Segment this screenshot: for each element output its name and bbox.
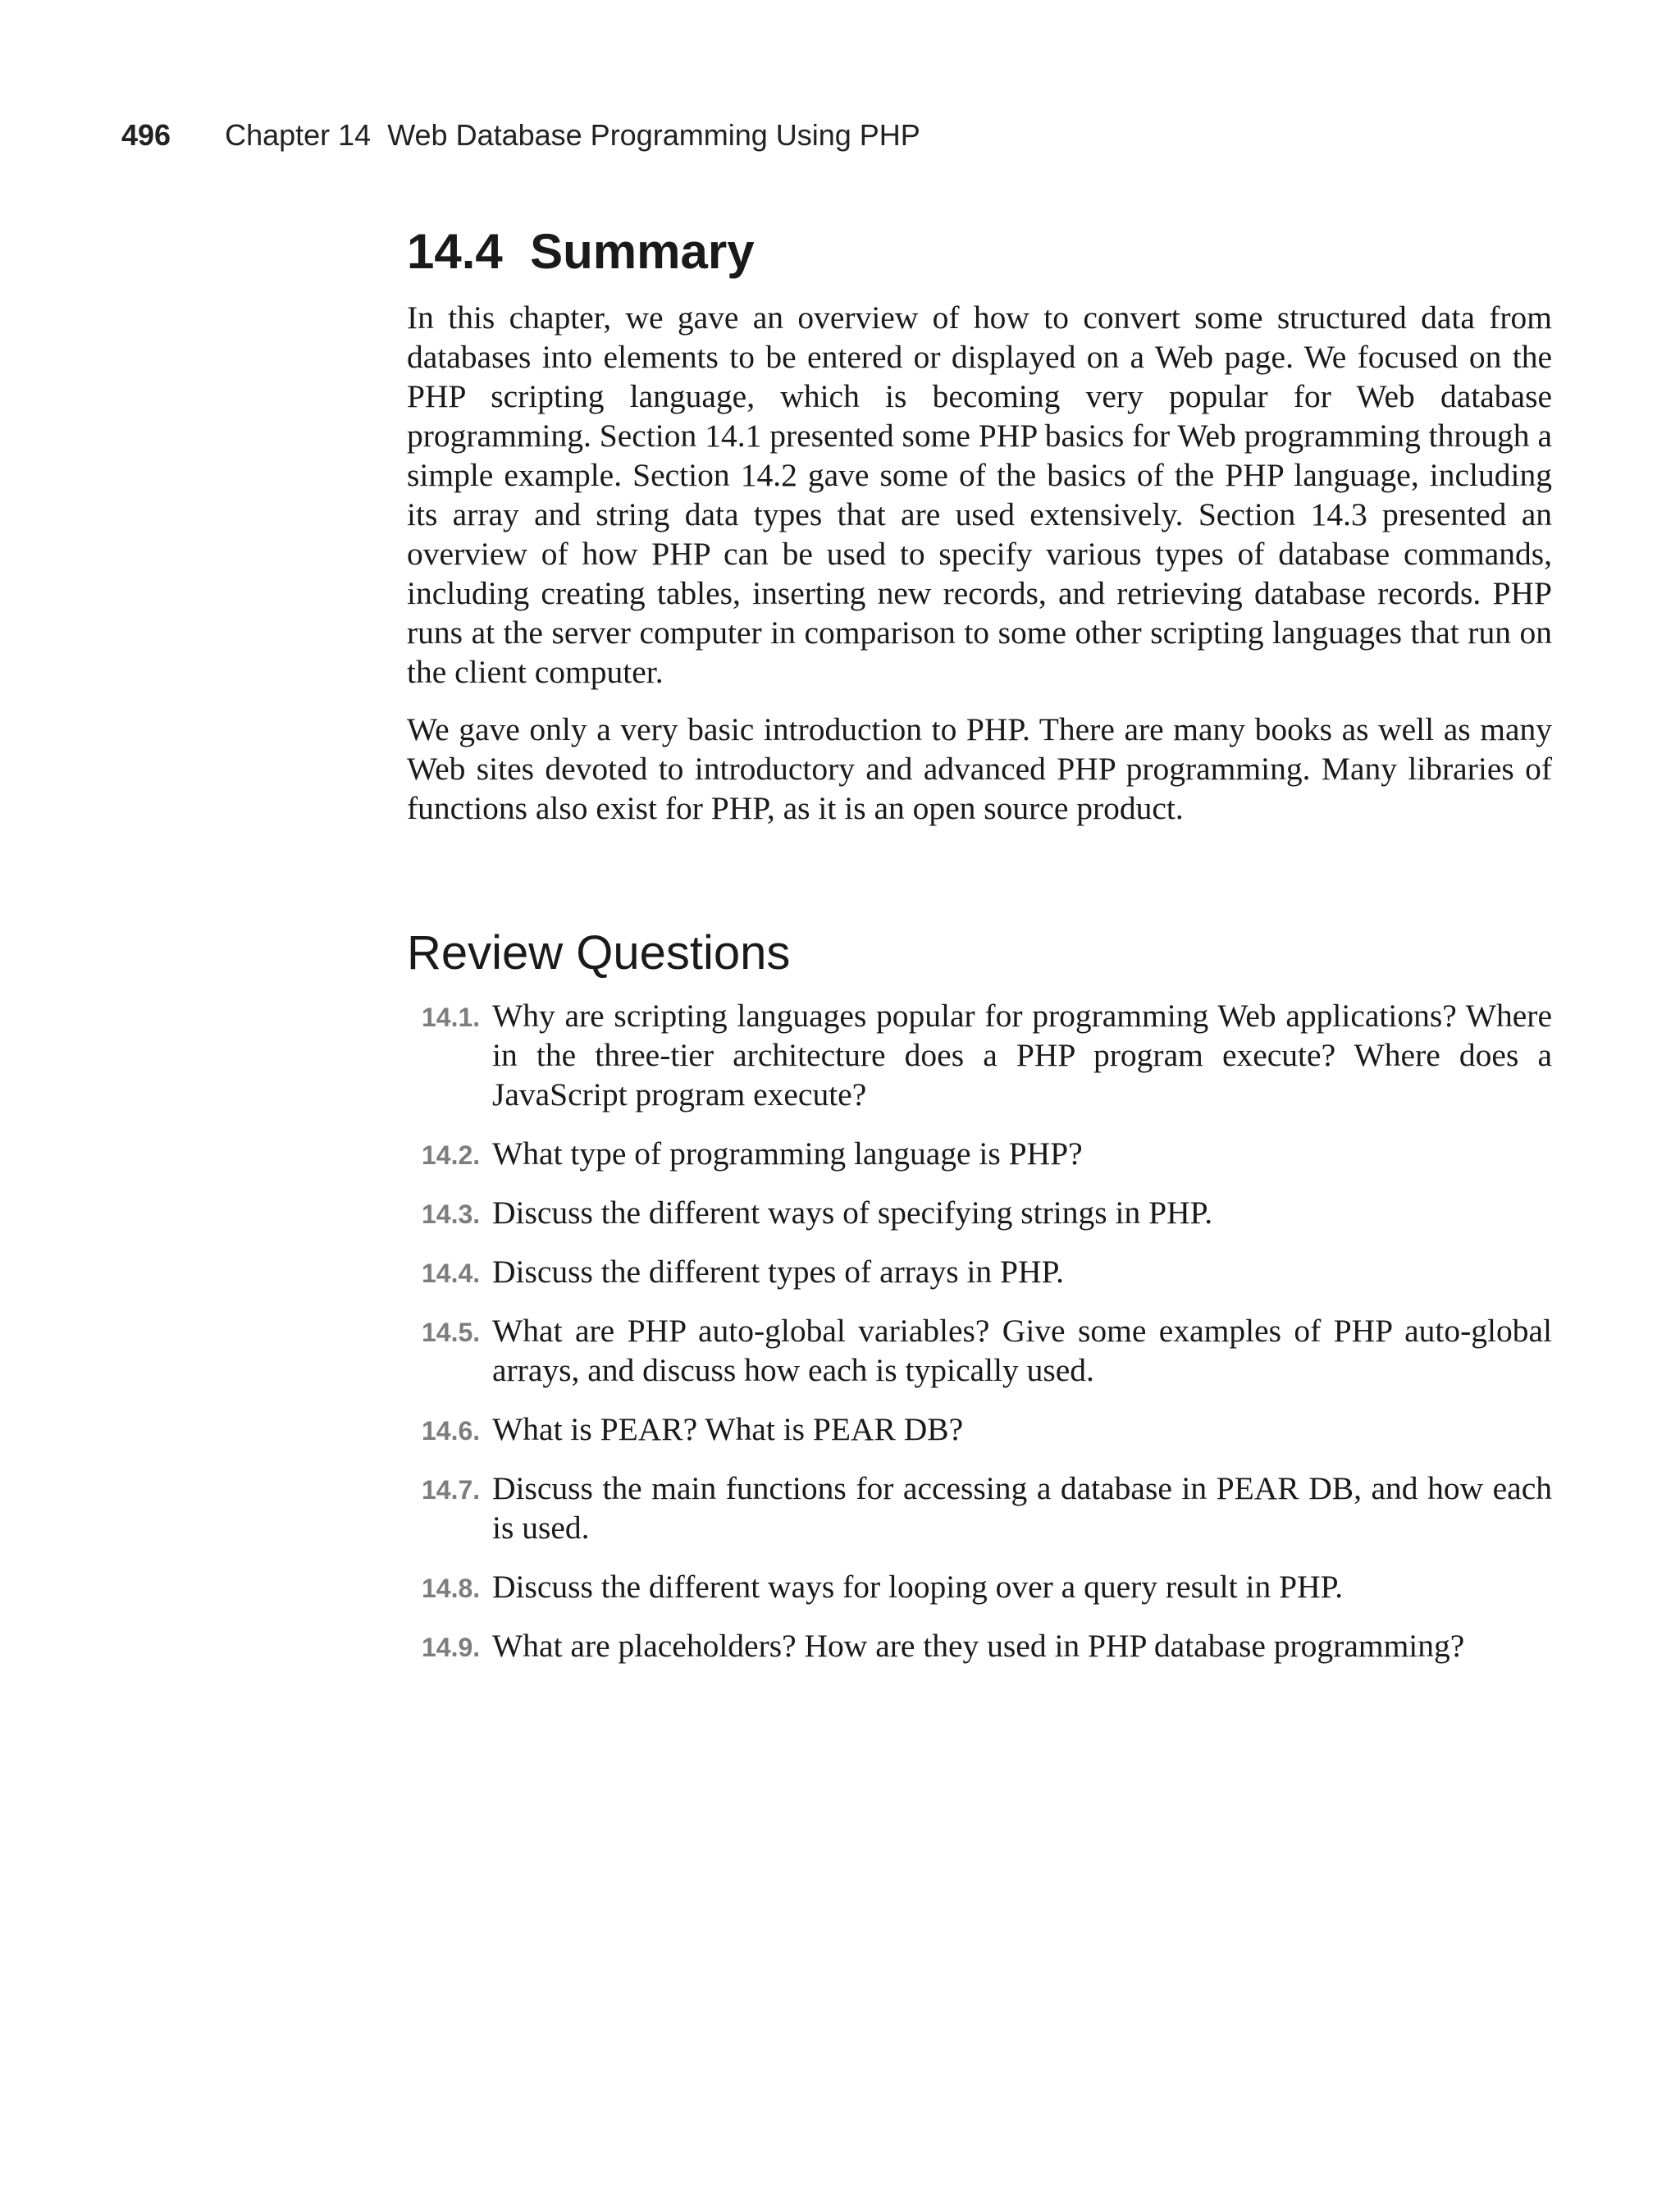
- question-text: What is PEAR? What is PEAR DB?: [492, 1410, 964, 1447]
- review-question: [407, 1134, 1552, 1173]
- question-text: Discuss the different types of arrays in PHP.: [492, 1253, 1064, 1290]
- review-question: [407, 1252, 1552, 1291]
- running-head: [121, 118, 920, 153]
- question-number: 14.8.: [422, 1573, 481, 1603]
- question-number: 14.4.: [422, 1258, 481, 1288]
- question-number: 14.1.: [422, 1002, 481, 1032]
- section-title: 14.4 Summary: [407, 224, 755, 279]
- review-question: [407, 1567, 1552, 1606]
- review-question: [407, 1409, 1552, 1449]
- review-questions-heading: Review Questions: [407, 926, 791, 980]
- summary-paragraph: We gave only a very basic introduction to PHP. There are many books as well as many Web sites devoted to introductory and advanced PHP programming. Many libraries of functions also exist for PHP, as it is an open source product.: [407, 711, 1552, 826]
- question-text: Discuss the different ways for looping over a query result in PHP.: [492, 1568, 1344, 1605]
- running-title: Chapter 14 Web Database Programming Using PHP: [225, 118, 920, 152]
- question-number: 14.2.: [422, 1140, 481, 1170]
- review-question: [407, 1311, 1552, 1390]
- question-text: What are PHP auto-global variables? Give some examples of PHP auto-global arrays, and discuss how each is typically used.: [492, 1312, 1552, 1388]
- review-question-list: [407, 996, 1552, 1665]
- question-text: Discuss the different ways of specifying strings in PHP.: [492, 1194, 1213, 1231]
- question-text: What are placeholders? How are they used in PHP database programming?: [492, 1627, 1465, 1664]
- summary-paragraph: In this chapter, we gave an overview of how to convert some structured data from databases into elements to be entered or displayed on a Web page. We focused on the PHP scripting language, which is becoming very popular for Web database programming. Section 14.1 presented some PHP basics for Web programming through a simple example. Section 14.2 gave some of the basics of the PHP language, including its array and string data types that are used extensively. Section 14.3 presented an overview of how PHP can be used to specify various types of database commands, including creating tables, inserting new records, and retrieving database records. PHP runs at the server computer in comparison to some other scripting languages that run on the client computer.: [407, 299, 1552, 690]
- review-question: [407, 996, 1552, 1114]
- question-text: Discuss the main functions for accessing a database in PEAR DB, and how each is used.: [492, 1469, 1552, 1546]
- question-number: 14.3.: [422, 1199, 481, 1229]
- review-question: [407, 1193, 1552, 1232]
- review-question: [407, 1626, 1552, 1665]
- page-content: [407, 223, 1552, 1685]
- review-question: [407, 1469, 1552, 1547]
- question-text: Why are scripting languages popular for programming Web applications? Where in the three-tier architecture does a PHP program execute? Where does a JavaScript program execute?: [492, 997, 1552, 1112]
- page-number: 496: [121, 118, 171, 152]
- question-number: 14.7.: [422, 1474, 481, 1505]
- question-number: 14.6.: [422, 1415, 481, 1446]
- question-text: What type of programming language is PHP?: [492, 1135, 1083, 1172]
- question-number: 14.9.: [422, 1632, 481, 1662]
- question-number: 14.5.: [422, 1317, 481, 1347]
